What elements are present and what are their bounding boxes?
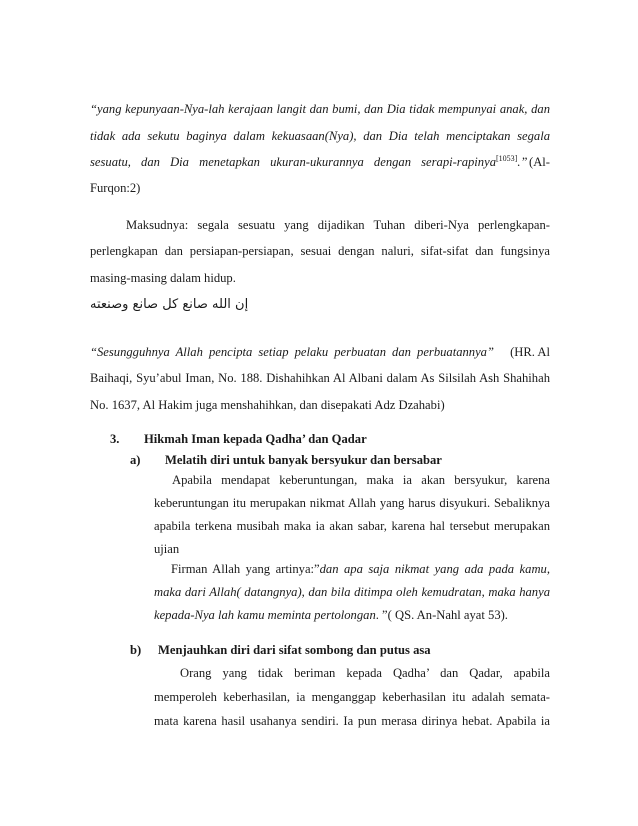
quote-line-2: tidak ada sekutu baginya dalam kekuasaan(Nya), dan Dia telah menciptakan segala <box>90 129 550 143</box>
citation-end: Furqon:2) <box>90 181 141 195</box>
item-b-title: Menjauhkan diri dari sifat sombong dan putus asa <box>158 643 431 657</box>
item-a-line-3: apabila terkena musibah maka ia akan sabar, karena hal tersebut merupakan <box>154 519 550 533</box>
quote-line-3-text: sesuatu, dan Dia menetapkan ukuran-ukurannya dengan serapi-rapinya <box>90 155 496 169</box>
item-a-line-2: keberuntungan itu merupakan nikmat Allah yang harus disyukuri. Sebaliknya <box>154 496 550 510</box>
firman-intro: Firman Allah yang artinya:” <box>171 562 320 576</box>
item-a-line-5 <box>171 561 550 577</box>
hadith-line-3: No. 1637, Al Hakim juga menshahihkan, dan disepakati Adz Dzahabi) <box>90 398 445 412</box>
quote-close: .” <box>517 155 528 169</box>
item-a-line-1: Apabila mendapat keberuntungan, maka ia akan bersyukur, karena <box>172 473 550 487</box>
item-b-line-3: mata karena hasil usahanya sendiri. Ia pun merasa dirinya hebat. Apabila ia <box>154 714 550 728</box>
item-a-title: Melatih diri untuk banyak bersyukur dan bersabar <box>165 453 442 467</box>
item-a-line-6: maka dari Allah( datangnya), dan bila ditimpa oleh kemudratan, maka hanya <box>154 585 550 599</box>
item-a-line-4: ujian <box>154 542 180 556</box>
section-title: Hikmah Iman kepada Qadha’ dan Qadar <box>144 432 367 446</box>
hadith-line-1 <box>90 344 550 360</box>
quote-line-3 <box>90 154 550 170</box>
item-b-label: b) <box>130 643 142 657</box>
hadith-quote: “Sesungguhnya Allah pencipta setiap pelaku perbuatan dan perbuatannya” <box>90 345 494 359</box>
quote-line-1: “yang kepunyaan-Nya-lah kerajaan langit dan bumi, dan Dia tidak mempunyai anak, dan <box>90 102 550 116</box>
firman-quote-start: dan apa saja nikmat yang ada pada kamu, <box>319 562 550 576</box>
firman-quote-end: kepada-Nya lah kamu meminta pertolongan <box>154 608 376 622</box>
item-b-line-1: Orang yang tidak beriman kepada Qadha’ dan Qadar, apabila <box>180 666 550 680</box>
item-b-line-2: memperoleh keberhasilan, ia menganggap keberhasilan itu adalah semata- <box>154 690 550 704</box>
hadith-line-2: Baihaqi, Syu’abul Iman, No. 188. Dishahihkan Al Albani dalam As Silsilah Ash Shahihah <box>90 371 550 385</box>
item-a-line-7 <box>154 607 508 623</box>
section-number: 3. <box>110 432 120 446</box>
citation-start: (Al- <box>529 155 550 169</box>
item-a-label: a) <box>130 453 141 467</box>
arabic-text: إن الله صانع كل صانع وصنعته <box>90 297 249 312</box>
hadith-source-start: (HR. Al <box>510 345 550 359</box>
explanation-line-3: masing-masing dalam hidup. <box>90 271 236 285</box>
firman-source: . ”( QS. An-Nahl ayat 53). <box>375 608 508 622</box>
explanation-line-1: Maksudnya: segala sesuatu yang dijadikan Tuhan diberi-Nya perlengkapan- <box>126 218 550 232</box>
footnote-ref: [1053] <box>496 154 518 163</box>
explanation-line-2: perlengkapan dan persiapan-persiapan, sesuai dengan naluri, sifat-sifat dan fungsinya <box>90 244 550 258</box>
